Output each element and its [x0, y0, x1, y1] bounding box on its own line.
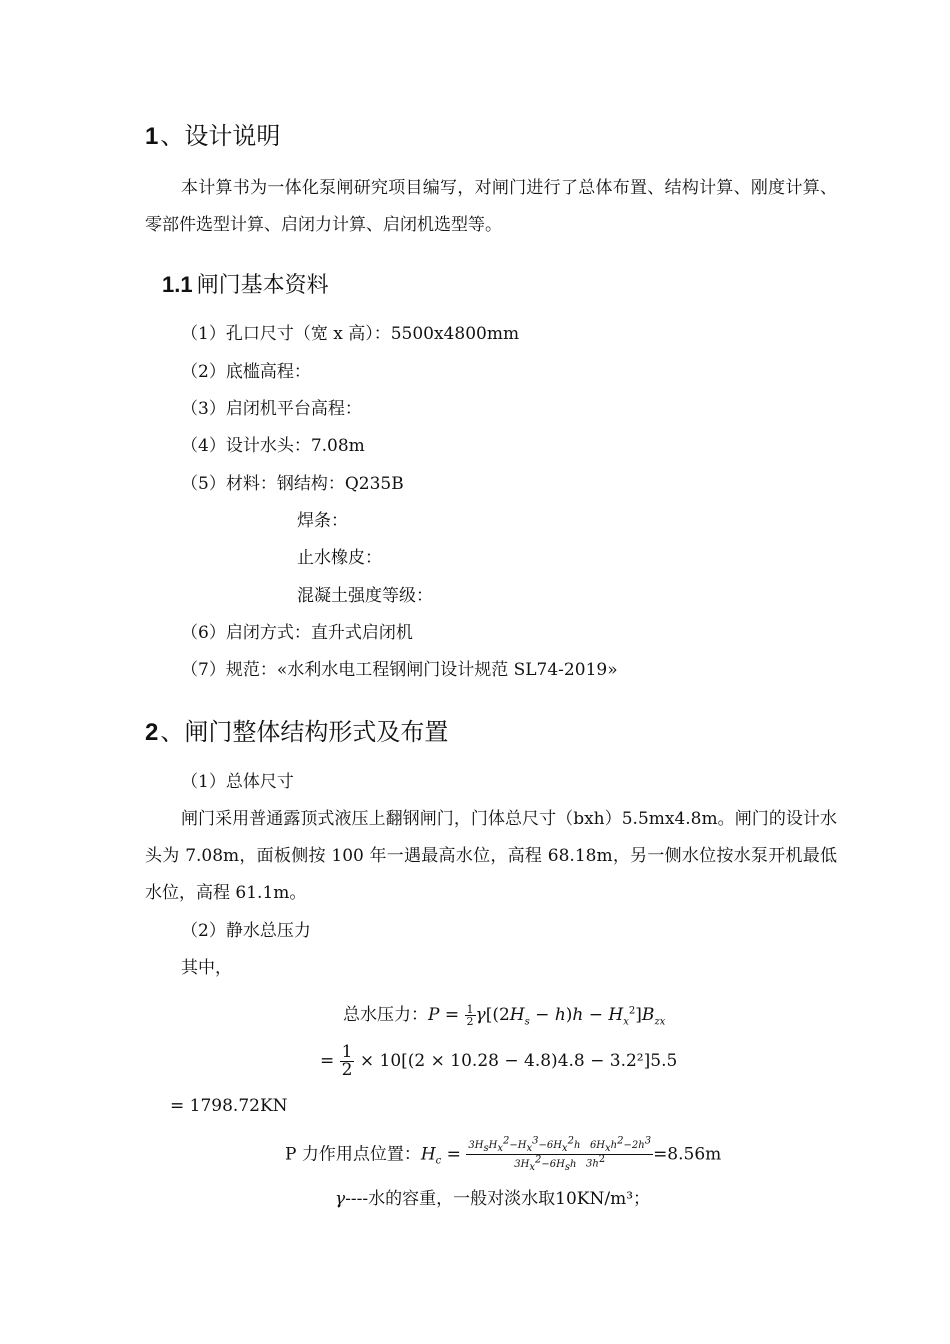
section-title: 、闸门整体结构形式及布置: [160, 718, 449, 746]
section-1-1-heading: [162, 268, 329, 299]
list-item: （1）孔口尺寸（宽 x 高）：5500x4800mm: [181, 324, 520, 344]
formula-line-2: = $\frac{1}{2}$ × 10[(2 × 10.28 − 4.8)4.8 − 3.2²]5.5: [320, 1042, 678, 1080]
section-1-heading: [145, 116, 280, 151]
gamma-text: ----水的容重，一般对淡水取10KN/m³；: [345, 1189, 651, 1209]
list-item: （4）设计水头：7.08m: [181, 436, 365, 456]
formula-line-3: = 1798.72KN: [170, 1096, 288, 1116]
section-number: 2: [145, 719, 159, 746]
point-label: P 力作用点位置：: [285, 1144, 421, 1165]
list-item: （7）规范：«水利水电工程钢闸门设计规范 SL74-2019»: [181, 660, 618, 680]
where-label: 其中，: [181, 958, 232, 978]
section-title: 闸门基本资料: [196, 273, 329, 298]
action-point-formula: P 力作用点位置：$H_c$ = $\frac{3H_sH_x^2-H_x^3-6H_x^2h 6H_xh^2-2h^3}{3H_x^2-6H_sh 3h^2}$ =8.56m: [285, 1136, 722, 1173]
list-item: （6）启闭方式：直升式启闭机: [181, 623, 413, 643]
half-fraction: $\frac{1}{2}$: [341, 1042, 353, 1080]
list-item: 止水橡皮：: [297, 548, 382, 568]
list-item: 混凝土强度等级：: [297, 586, 433, 606]
section-2-heading: [145, 712, 448, 747]
half-fraction: $\frac{1}{2}$: [466, 1003, 474, 1028]
action-point-fraction: $\frac{3H_sH_x^2-H_x^3-6H_x^2h 6H_xh^2-2h^3}{3H_x^2-6H_sh 3h^2}$: [468, 1136, 652, 1173]
section-number: 1: [145, 123, 159, 150]
list-item: （5）材料：钢结构：Q235B: [181, 474, 404, 494]
section-1-paragraph: 本计算书为一体化泵闸研究项目编写，对闸门进行了总体布置、结构计算、刚度计算、零部件选型计算、启闭力计算、启闭机选型等。: [145, 178, 837, 235]
list-item: （3）启闭机平台高程：: [181, 399, 362, 419]
point-result: =8.56m: [653, 1144, 722, 1165]
gamma-definition: γ----水的容重，一般对淡水取10KN/m³；: [335, 1189, 651, 1209]
list-item: 焊条：: [297, 511, 348, 531]
section-2-paragraph: 闸门采用普通露顶式液压上翻钢闸门，门体总尺寸（bxh）5.5mx4.8m。闸门的设计水头为 7.08m，面板侧按 100 年一遇最高水位，高程 68.18m，另一侧水位按水泵开机最低水位，高程 61.1m。: [145, 809, 837, 903]
formula-label: 总水压力：: [343, 1005, 428, 1025]
section-number: 1.1: [162, 272, 193, 297]
subsection-label: （2）静水总压力: [181, 921, 311, 941]
section-title: 、设计说明: [160, 122, 281, 150]
subsection-label: （1）总体尺寸: [181, 772, 294, 792]
water-pressure-formula: 总水压力：P = $\frac{1}{2}$ $\gamma[(2H_s - h)h - H_x^2]B_{zx}$: [343, 1003, 666, 1028]
list-item: （2）底槛高程：: [181, 362, 311, 382]
